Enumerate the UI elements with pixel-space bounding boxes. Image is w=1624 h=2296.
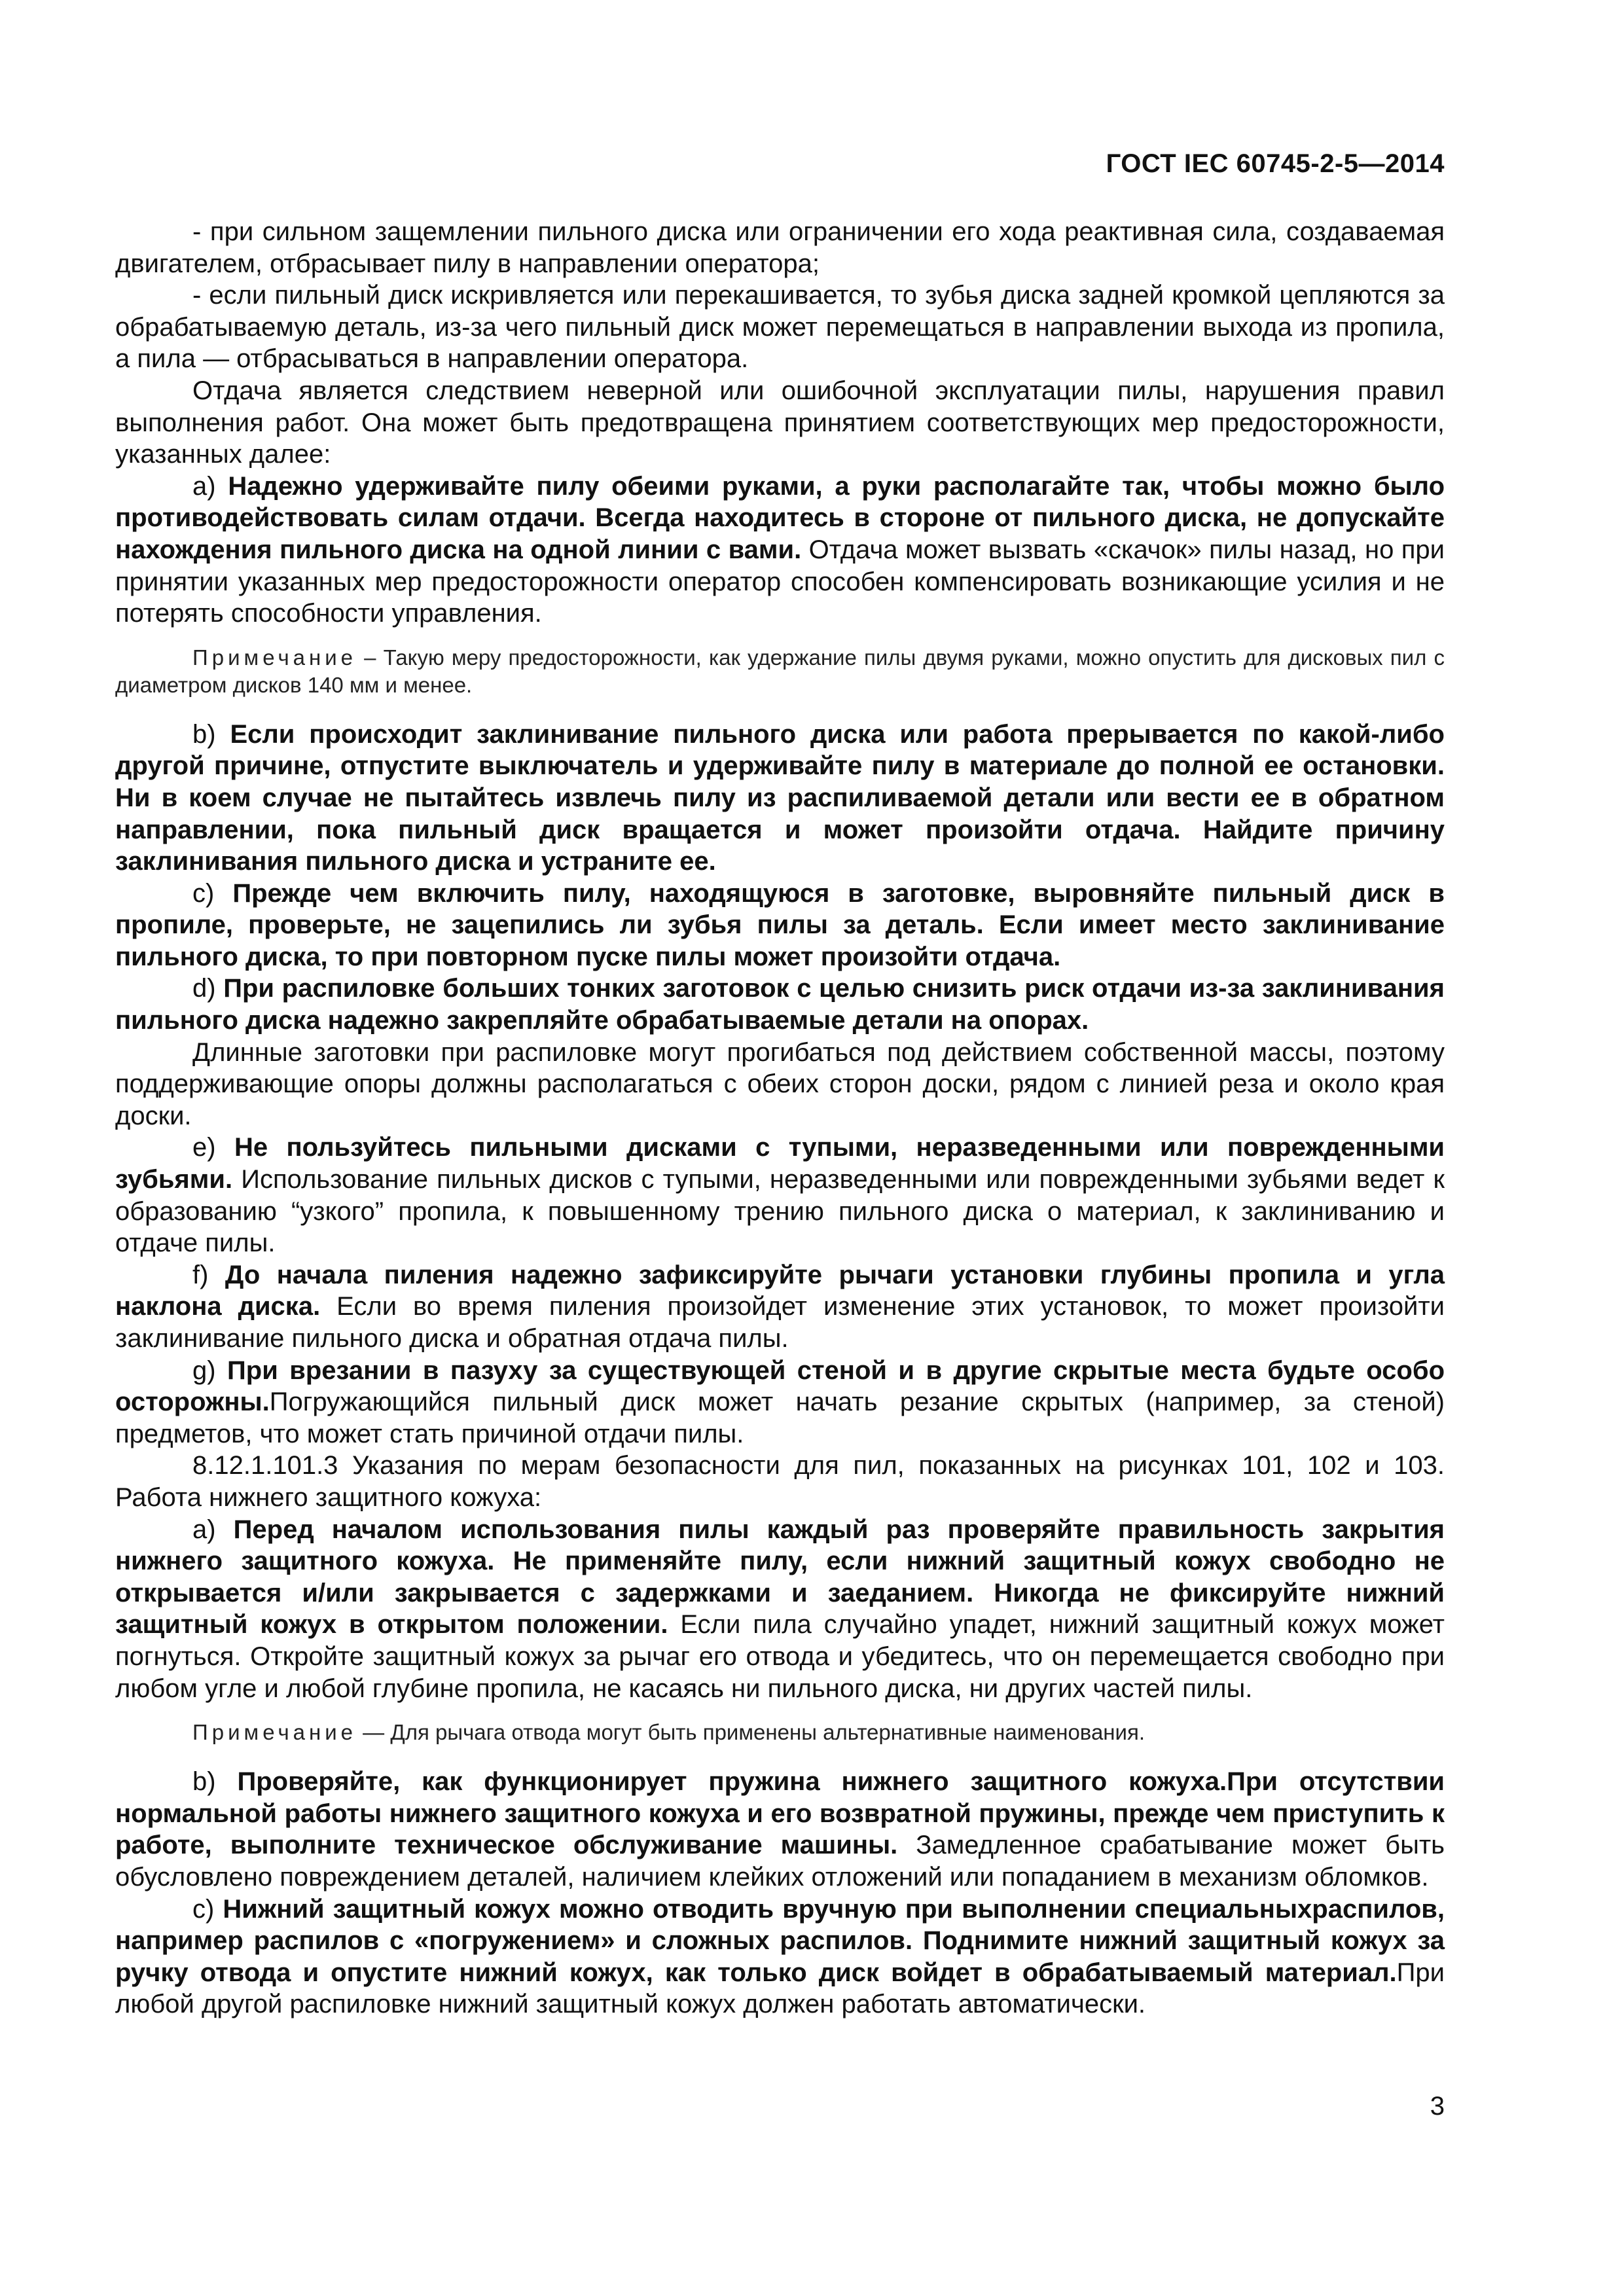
paragraph bbox=[115, 1037, 1445, 1132]
text: Если во время пиления произойдет изменение этих установок, то может произойти заклинивание пильного диска и обратная отдача пилы. bbox=[115, 1292, 1445, 1353]
text: b) bbox=[192, 1767, 238, 1797]
paragraph bbox=[115, 375, 1445, 471]
text: Погружающийся пильный диск может начать резание скрытых (например, за стеной) предметов, что может стать причиной отдачи пилы. bbox=[115, 1388, 1445, 1448]
note-paragraph bbox=[115, 644, 1445, 699]
paragraph bbox=[115, 471, 1445, 630]
bold-text: До начала пиления надежно зафиксируйте рычаги установки глубины пропила и угла наклона диска. bbox=[115, 1260, 1445, 1321]
paragraph bbox=[115, 719, 1445, 878]
text: d) bbox=[192, 974, 224, 1003]
bold-text: Нижний защитный кожух можно отводить вручную при выполнении специальныхраспилов, например распилов с «погружением» и сложных распилов. Поднимите нижний защитный кожух за ручку отвода и опустите нижний кожух, как только диск войдет в обрабатываемый материал. bbox=[115, 1894, 1445, 1987]
text: - при сильном защемлении пильного диска или ограничении его хода реактивная сила, создаваемая двигателем, отбрасывает пилу в направлении оператора; bbox=[115, 217, 1445, 278]
paragraph bbox=[115, 279, 1445, 375]
text: — Для рычага отвода могут быть применены альтернативные наименования. bbox=[357, 1720, 1145, 1745]
paragraph bbox=[115, 1514, 1445, 1705]
bold-text: Перед началом использования пилы каждый раз проверяйте правильность закрытия нижнего защитного кожуха. Не применяйте пилу, если нижний защитный кожух свободно не открывается и/или закрывается с задержками и заеданием. Никогда не фиксируйте нижний защитный кожух в открытом положении. bbox=[115, 1515, 1445, 1640]
paragraph bbox=[115, 1450, 1445, 1513]
page-number: 3 bbox=[1430, 2092, 1445, 2121]
text: При любой другой распиловке нижний защитный кожух должен работать автоматически. bbox=[115, 1958, 1445, 2019]
paragraph bbox=[115, 878, 1445, 973]
paragraph bbox=[115, 1766, 1445, 1893]
document-body bbox=[115, 216, 1445, 2020]
text: Отдача может вызвать «скачок» пилы назад, но при принятии указанных мер предосторожности оператор способен компенсировать возникающие усилия и не потерять способности управления. bbox=[115, 535, 1445, 628]
text: g) bbox=[192, 1355, 228, 1385]
bold-text: Прежде чем включить пилу, находящуюся в заготовке, выровняйте пильный диск в пропиле, проверьте, не зацепились ли зубья пилы за деталь. Если имеет место заклинивание пильного диска, то при повторном пуске пилы может произойти отдача. bbox=[115, 878, 1445, 971]
bold-text: Проверяйте, как функционирует пружина нижнего защитного кожуха.При отсутствии нормальной работы нижнего защитного кожуха и его возвратной пружины, прежде чем приступить к работе, выполните техническое обслуживание машины. bbox=[115, 1767, 1445, 1860]
note-paragraph bbox=[115, 1719, 1445, 1746]
text: c) bbox=[192, 1894, 223, 1924]
paragraph bbox=[115, 1893, 1445, 2020]
bold-text: Не пользуйтесь пильными дисками с тупыми, неразведенными или поврежденными зубьями. bbox=[115, 1133, 1445, 1194]
text: c) bbox=[192, 878, 233, 908]
standard-header: ГОСТ IEC 60745-2-5—2014 bbox=[1106, 149, 1445, 178]
note-label: Примечание bbox=[192, 645, 357, 670]
text: Длинные заготовки при распиловке могут прогибаться под действием собственной массы, поэтому поддерживающие опоры должны располагаться с обеих сторон доски, рядом с линией реза и около края доски. bbox=[115, 1037, 1445, 1130]
text: b) bbox=[192, 719, 230, 749]
text: e) bbox=[192, 1133, 234, 1162]
note-label: Примечание bbox=[192, 1720, 357, 1745]
text: a) bbox=[192, 471, 228, 501]
text: – Такую меру предосторожности, как удержание пилы двумя руками, можно опустить для дисковых пил с диаметром дисков 140 мм и менее. bbox=[115, 645, 1445, 697]
text: f) bbox=[192, 1260, 225, 1289]
paragraph bbox=[115, 216, 1445, 279]
bold-text: Если происходит заклинивание пильного диска или работа прерывается по какой-либо другой причине, отпустите выключатель и удерживайте пилу в материале до полной ее остановки. Ни в коем случае не пытайтесь извлечь пилу из распиливаемой детали или вести ее в обратном направлении, пока пильный диск вращается и может произойти отдача. Найдите причину заклинивания пильного диска и устраните ее. bbox=[115, 719, 1445, 876]
text: Если пила случайно упадет, нижний защитный кожух может погнуться. Откройте защитный кожух за рычаг его отвода и убедитесь, что он перемещается свободно при любом угле и любой глубине пропила, не касаясь ни пильного диска, ни других частей пилы. bbox=[115, 1610, 1445, 1703]
bold-text: При врезании в пазуху за существующей стеной и в другие скрытые места будьте особо осторожны. bbox=[115, 1355, 1445, 1417]
bold-text: Надежно удерживайте пилу обеими руками, а руки располагайте так, чтобы можно было противодействовать силам отдачи. Всегда находитесь в стороне от пильного диска, не допускайте нахождения пильного диска на одной линии с вами. bbox=[115, 471, 1445, 564]
text: Замедленное срабатывание может быть обусловлено повреждением деталей, наличием клейких отложений или попаданием в механизм обломков. bbox=[115, 1831, 1445, 1892]
paragraph bbox=[115, 1355, 1445, 1450]
bold-text: При распиловке больших тонких заготовок с целью снизить риск отдачи из-за заклинивания пильного диска надежно закрепляйте обрабатываемые детали на опорах. bbox=[115, 974, 1445, 1035]
paragraph bbox=[115, 973, 1445, 1036]
paragraph bbox=[115, 1259, 1445, 1355]
text: Использование пильных дисков с тупыми, неразведенными или поврежденными зубьями ведет к образованию “узкого” пропила, к повышенному трению пильного диска о материал, к заклиниванию и отдаче пилы. bbox=[115, 1165, 1445, 1258]
text: 8.12.1.101.3 Указания по мерам безопасности для пил, показанных на рисунках 101, 102 и 103. Работа нижнего защитного кожуха: bbox=[115, 1451, 1445, 1512]
paragraph bbox=[115, 1132, 1445, 1259]
text: Отдача является следствием неверной или ошибочной эксплуатации пилы, нарушения правил выполнения работ. Она может быть предотвращена принятием соответствующих мер предосторожности, указанных далее: bbox=[115, 376, 1445, 469]
text: - если пильный диск искривляется или перекашивается, то зубья диска задней кромкой цепляются за обрабатываемую деталь, из-за чего пильный диск может перемещаться в направлении выхода из пропила, а пила — отбрасываться в направлении оператора. bbox=[115, 281, 1445, 374]
text: a) bbox=[192, 1515, 234, 1544]
